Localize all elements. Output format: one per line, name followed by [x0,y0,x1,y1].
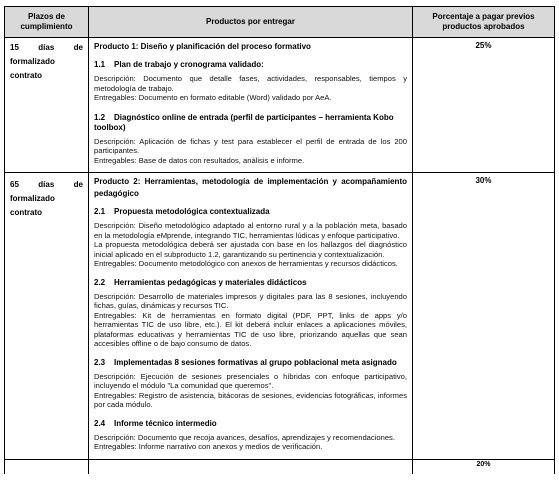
table-row [5,38,555,173]
subproducto-title [94,113,407,133]
subproducto-num: 1.1 [94,60,106,69]
producto-title: Producto 1: Diseño y planificación del proceso formativo [94,42,311,51]
subproducto-num: 1.2 [94,112,106,122]
descripcion: Descripción: Ejecución de sesiones presenciales o híbridas con enfoque participativo, incluyendo el módulo "La comunidad que queremos". [94,371,407,390]
plazo-dias: días [38,180,55,189]
plazo-line3: contrato [10,71,42,80]
subproducto-title [94,358,407,368]
subproducto-label: Herramientas pedagógicas y materiales didácticos [114,277,307,287]
subproducto-label: Plan de trabajo y cronograma validado: [114,60,264,69]
plazo-cell [5,459,89,474]
header-porcentaje: Porcentaje a pagar previos productos aprobados [413,7,555,38]
entregables: Entregables: Documento metodológico con anexos de herramientas y recursos didácticos. [94,259,398,268]
header-productos: Productos por entregar [89,7,413,38]
plazo-line2: formalizado [10,194,55,203]
producto-cell [89,459,413,474]
descripcion: Descripción: Aplicación de fichas y test para establecer el perfil de entrada de los 200 participantes. [94,136,407,155]
plazo-de: de [73,43,83,52]
plazo-dias: días [38,43,55,52]
plazo-num: 65 [10,180,19,189]
porcentaje-cell: 25% [413,38,555,173]
header-plazos: Plazos de cumplimiento [5,7,89,38]
subproducto-title [94,60,407,70]
subproducto-num: 2.1 [94,207,106,216]
porcentaje-cell: 30% [413,173,555,460]
terms-table [4,6,555,474]
plazo-cell [5,38,89,173]
subproducto-num: 2.3 [94,357,106,367]
plazo-line3: contrato [10,208,42,217]
descripcion: Descripción: Diseño metodológico adaptado al entorno rural y a la población meta, basado en la metodología eMprende, integrando TIC, herramientas lúdicas y enfoque participativo. [94,221,407,240]
producto-cell [89,173,413,460]
descripcion: Descripción: Desarrollo de materiales impresos y digitales para las 8 sesiones, incluyendo fichas, guías, dinámicas y recursos TIC. [94,291,407,310]
descripcion: Descripción: Documento que recoja avances, desafíos, aprendizajes y recomendaciones. [94,432,395,442]
entregables: Entregables: Base de datos con resultados, análisis e informe. [94,155,305,165]
subproducto-title [94,207,407,217]
subproducto-num: 2.2 [94,277,106,287]
plazo-cell [5,173,89,460]
plazo-line2: formalizado [10,57,55,66]
plazo-num: 15 [10,43,19,52]
table-row [5,173,555,460]
subproducto-label: Propuesta metodológica contextualizada [114,207,270,216]
entregables: Entregables: Informe narrativo con anexos y medios de verificación. [94,442,323,451]
subproducto-title [94,278,407,288]
descripcion: Descripción: Documento que detalle fases, actividades, responsables, tiempos y metodología de trabajo. [94,74,407,93]
porcentaje-cell: 20% [413,459,555,474]
entregables: Entregables: Registro de asistencia, bitácoras de sesiones, evidencias fotográficas, informes por cada módulo. [94,390,407,409]
subproducto-label: Informe técnico intermedio [114,418,217,428]
producto-cell [89,38,413,173]
subproducto-num: 2.4 [94,418,106,428]
table-header-row [5,7,555,38]
entregables: Entregables: Kit de herramientas en formato digital (PDF, PPT, links de apps y/o herramientas TIC de uso libre, etc.). El kit deberá incluir enlaces a aplicaciones móviles, plataformas educativas y herramientas TIC de uso libre, priorizando aquellas que sean accesibles offline o de bajo consumo de datos. [94,310,407,348]
producto-title: Producto 2: Herramientas, metodología de implementación y acompañamiento pedagógico [94,177,407,198]
table-row-partial [5,459,555,474]
descripcion-cont: La propuesta metodológica deberá ser ajustada con base en los hallazgos del diagnóstico inicial aplicado en el subproducto 1.2, garantizando su pertinencia y contextualización. [94,240,407,259]
subproducto-label: Implementadas 8 sesiones formativas al grupo poblacional meta asignado [114,357,397,367]
subproducto-label: Diagnóstico online de entrada (perfil de participantes – herramienta Kobo toolbox) [94,112,394,132]
entregables: Entregables: Documento en formato editable (Word) validado por AeA. [94,93,332,102]
plazo-de: de [73,180,83,189]
subproducto-title [94,419,407,429]
